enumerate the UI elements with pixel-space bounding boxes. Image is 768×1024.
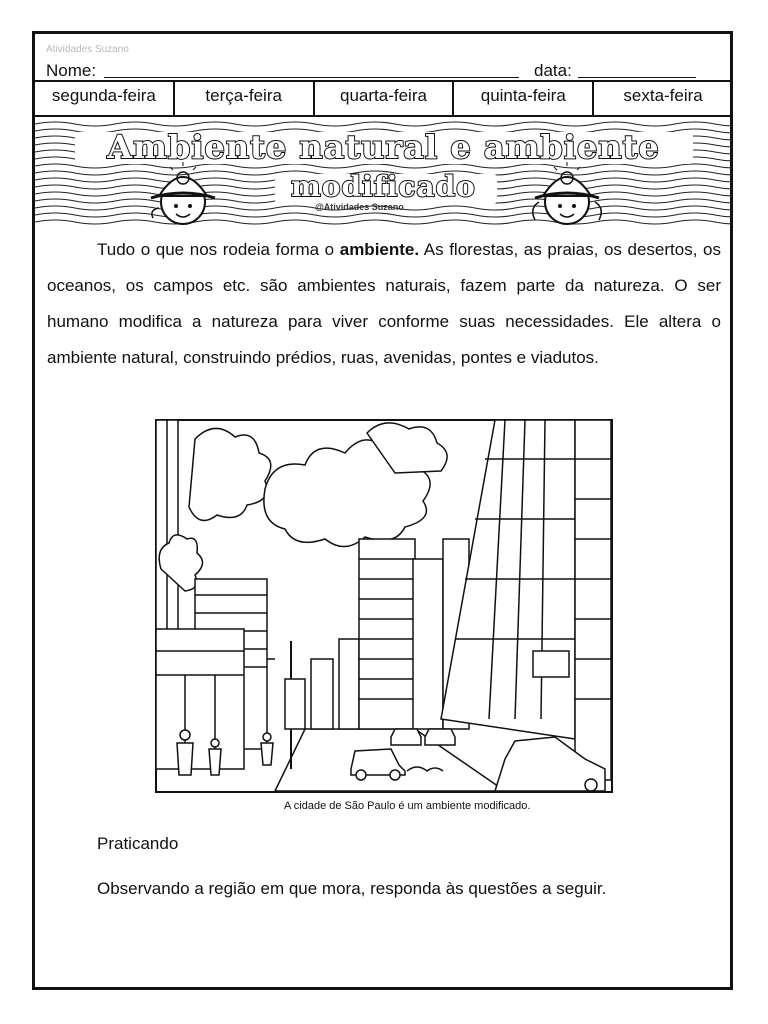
- name-date-row: [46, 60, 730, 80]
- keyword-ambiente: ambiente.: [339, 240, 420, 259]
- instruction-text: Observando a região em que mora, responda às questões a seguir.: [97, 879, 607, 898]
- weekday-table: [35, 80, 732, 117]
- name-field[interactable]: [104, 77, 519, 78]
- city-illustration: [155, 419, 613, 793]
- intro-text-rest: As florestas, as praias, os desertos, os oceanos, os campos etc. são ambientes naturais, fazem parte da natureza. O ser humano modifica a natureza para viver conforme suas necessidades. Ele altera o ambiente natural, construindo prédios, ruas, avenidas, pontes e viadutos.: [47, 240, 721, 367]
- weekday-cell-monday[interactable]: segunda-feira: [35, 82, 175, 115]
- name-label: Nome:: [46, 61, 97, 80]
- page-title: Ambiente natural e ambiente: [107, 128, 660, 166]
- intro-paragraph: [47, 232, 721, 376]
- weekday-cell-tuesday[interactable]: terça-feira: [175, 82, 315, 115]
- date-field[interactable]: [578, 77, 696, 78]
- date-label: data:: [534, 61, 572, 80]
- page-title-continuation: modificado: [291, 170, 476, 203]
- banner-credit: @Atividades Suzano: [315, 202, 404, 212]
- image-caption: A cidade de São Paulo é um ambiente modificado.: [284, 800, 531, 812]
- title-banner: [35, 118, 732, 228]
- watermark: Atividades Suzano: [46, 44, 129, 55]
- weekday-cell-friday[interactable]: sexta-feira: [623, 86, 703, 105]
- weekday-cell-thursday[interactable]: quinta-feira: [454, 82, 594, 115]
- weekday-cell-wednesday[interactable]: quarta-feira: [315, 82, 455, 115]
- section-title: Praticando: [97, 834, 179, 853]
- intro-text-start: Tudo o que nos rodeia forma o: [97, 240, 340, 259]
